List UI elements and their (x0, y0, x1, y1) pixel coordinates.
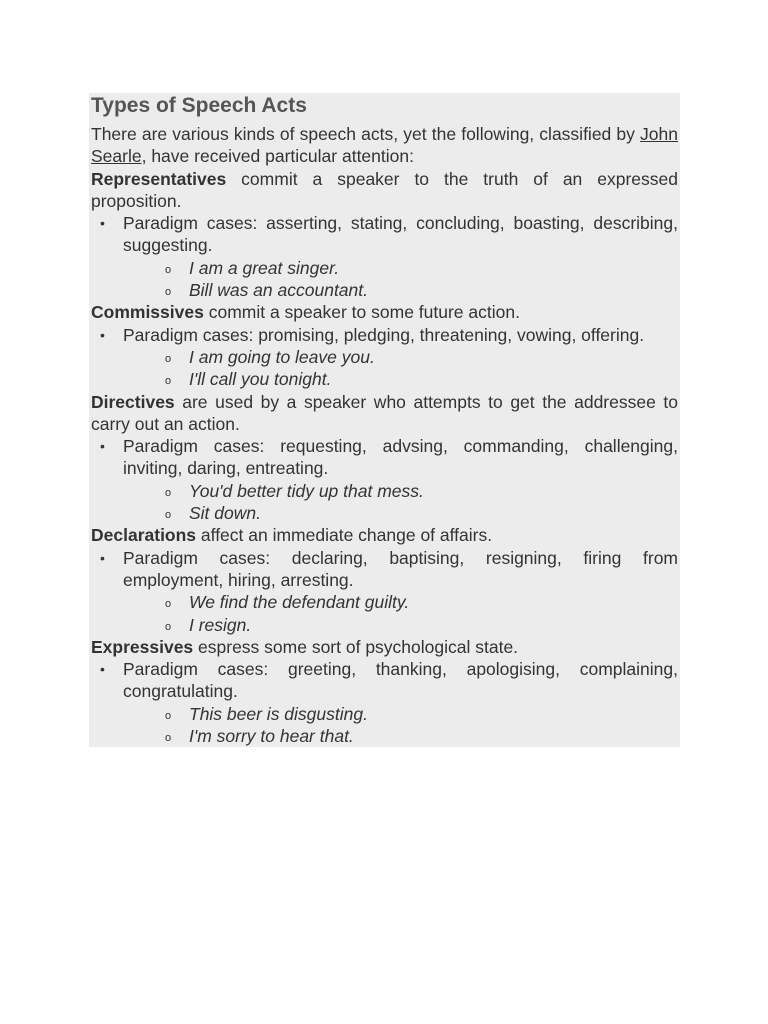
section-definition (91, 301, 678, 323)
section-definition (91, 168, 678, 213)
example-text: I'm sorry to hear that. (189, 726, 354, 747)
circle-bullet-icon: o (165, 620, 172, 633)
circle-bullet-icon: o (165, 732, 172, 745)
section-definition-text: commit a speaker to the truth of an expressed proposition. (91, 168, 678, 211)
paradigm-case-text: Paradigm cases: greeting, thanking, apologising, complaining, congratulating. (123, 659, 678, 702)
example-item (123, 703, 678, 725)
paradigm-case-item (91, 324, 678, 391)
example-list (123, 591, 678, 636)
example-list (123, 257, 678, 302)
paradigm-case-list (91, 435, 678, 524)
example-list (123, 703, 678, 748)
example-item (123, 591, 678, 613)
paradigm-case-item (91, 435, 678, 524)
intro-paragraph (91, 123, 678, 168)
circle-bullet-icon: o (165, 598, 172, 611)
paradigm-case-text: Paradigm cases: asserting, stating, concluding, boasting, describing, suggesting. (123, 213, 678, 256)
bullet-icon: • (100, 215, 105, 232)
paradigm-case-item (91, 658, 678, 747)
section-definition (91, 636, 678, 658)
example-item (123, 368, 678, 390)
paradigm-case-list (91, 658, 678, 747)
example-text: You'd better tidy up that mess. (189, 480, 424, 501)
circle-bullet-icon: o (165, 486, 172, 499)
example-list (123, 480, 678, 525)
paradigm-case-list (91, 324, 678, 391)
bullet-icon: • (100, 438, 105, 455)
circle-bullet-icon: o (165, 375, 172, 388)
circle-bullet-icon: o (165, 709, 172, 722)
example-list (123, 346, 678, 391)
section-representatives (91, 168, 678, 302)
example-text: I'll call you tonight. (189, 369, 332, 390)
example-item (123, 257, 678, 279)
circle-bullet-icon: o (165, 286, 172, 299)
speech-act-sections (91, 168, 678, 748)
section-expressives (91, 636, 678, 747)
section-term: Representatives (91, 168, 227, 189)
example-item (123, 614, 678, 636)
section-commissives (91, 301, 678, 390)
section-directives (91, 391, 678, 525)
section-definition-text: espress some sort of psychological state. (193, 636, 519, 657)
section-definition-text: affect an immediate change of affairs. (196, 525, 493, 546)
example-text: This beer is disgusting. (189, 703, 368, 724)
example-text: We find the defendant guilty. (189, 592, 410, 613)
section-definition-text: are used by a speaker who attempts to get the addressee to carry out an action. (91, 391, 678, 434)
page-title: Types of Speech Acts (91, 94, 307, 117)
circle-bullet-icon: o (165, 263, 172, 276)
example-text: I am going to leave you. (189, 346, 375, 367)
section-term: Expressives (91, 636, 194, 657)
section-term: Directives (91, 391, 175, 412)
document-body (89, 93, 680, 747)
paradigm-case-text: Paradigm cases: declaring, baptising, resigning, firing from employment, hiring, arresting. (123, 547, 678, 590)
bullet-icon: • (100, 326, 105, 343)
section-declarations (91, 524, 678, 635)
paradigm-case-list (91, 212, 678, 301)
circle-bullet-icon: o (165, 509, 172, 522)
example-item (123, 725, 678, 747)
section-definition-text: commit a speaker to some future action. (203, 302, 520, 323)
paradigm-case-list (91, 547, 678, 636)
paradigm-case-item (91, 547, 678, 636)
example-item (123, 346, 678, 368)
example-text: I resign. (189, 614, 252, 635)
example-text: Sit down. (189, 503, 261, 524)
section-term: Declarations (91, 525, 197, 546)
example-text: I am a great singer. (189, 257, 340, 278)
example-item (123, 502, 678, 524)
circle-bullet-icon: o (165, 352, 172, 365)
bullet-icon: • (100, 549, 105, 566)
intro-text-after: , have received particular attention: (141, 146, 414, 167)
paradigm-case-text: Paradigm cases: promising, pledging, threatening, vowing, offering. (123, 324, 645, 345)
section-definition (91, 391, 678, 436)
paradigm-case-item (91, 212, 678, 301)
paradigm-case-text: Paradigm cases: requesting, advsing, commanding, challenging, inviting, daring, entreating. (123, 436, 678, 479)
section-term: Commissives (91, 302, 204, 323)
example-text: Bill was an accountant. (189, 280, 368, 301)
intro-text-before: There are various kinds of speech acts, yet the following, classified by (91, 124, 641, 144)
example-item (123, 480, 678, 502)
john-searle-link[interactable]: John Searle (91, 124, 678, 167)
bullet-icon: • (100, 661, 105, 678)
section-definition (91, 524, 678, 546)
example-item (123, 279, 678, 301)
